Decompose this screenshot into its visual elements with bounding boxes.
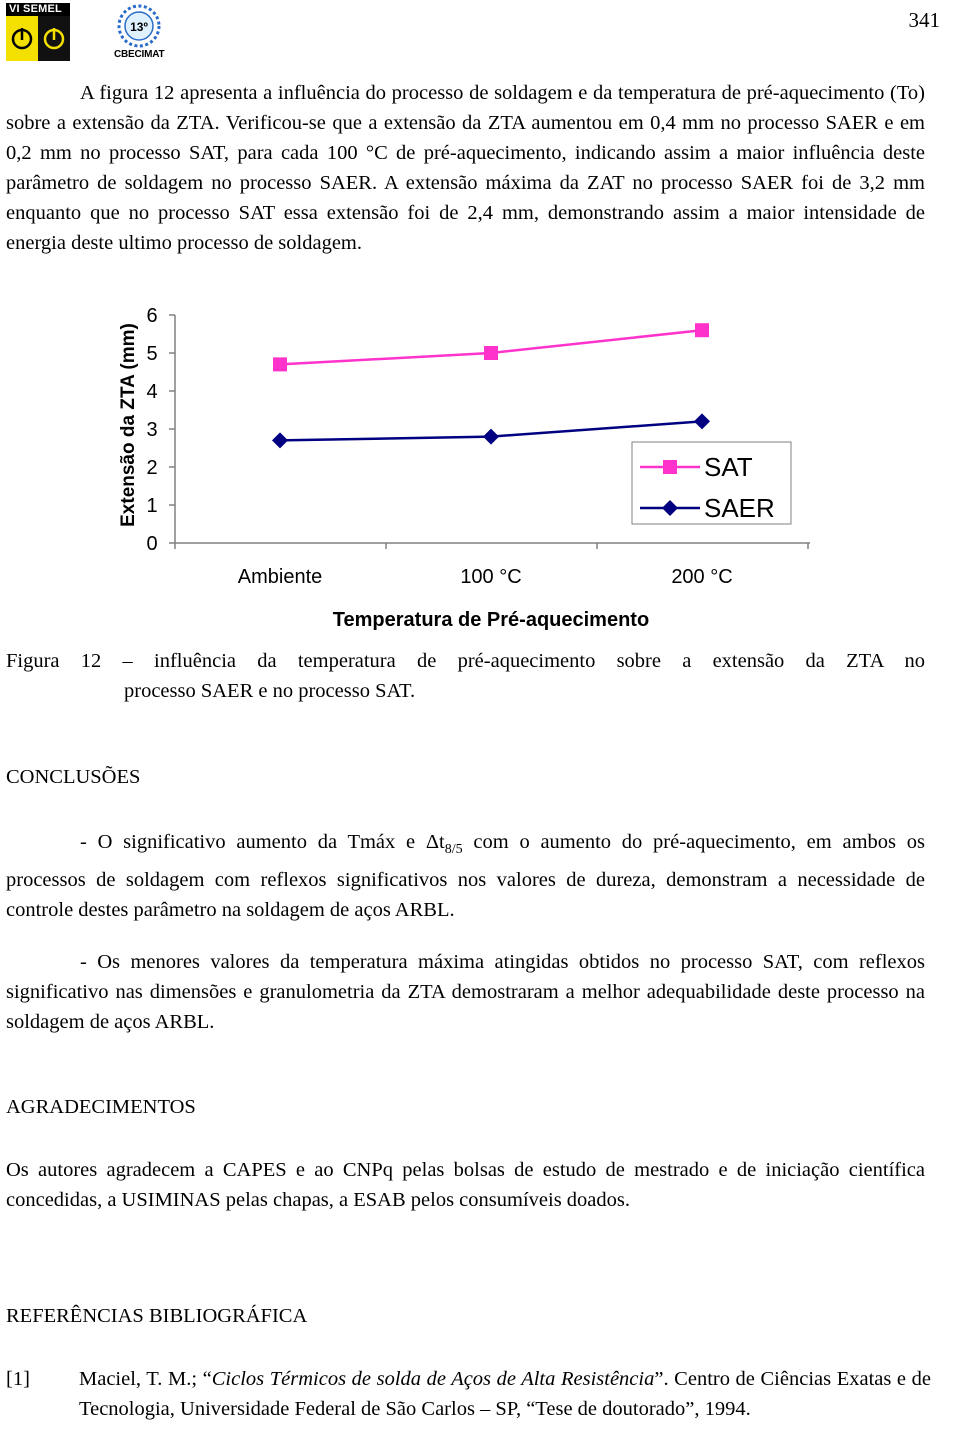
legend-label: SAER xyxy=(704,493,775,523)
page-number: 341 xyxy=(908,8,940,32)
delta-t-subscript: 8/5 xyxy=(444,842,463,858)
square-marker xyxy=(484,346,498,360)
square-marker xyxy=(273,357,287,371)
conclusions-heading: CONCLUSÕES xyxy=(6,766,141,788)
acknowledgements-paragraph: Os autores agradecem a CAPES e ao CNPq pelas bolsas de estudo de mestrado e de iniciação científica concedidas, a USIMINAS pelas chapas, a ESAB pelos consumíveis doados. xyxy=(6,1159,925,1211)
square-marker xyxy=(663,460,677,474)
x-category-label: 100 °C xyxy=(460,566,522,588)
power-icon-inverse xyxy=(38,16,70,61)
conclusions-p1-after: com o aumento do pré-aquecimento, em ambos os processos de soldagem com reflexos significativos nos valores de dureza, demonstram a necessidade de controle destes parâmetro na soldagem de aços ARBL. xyxy=(6,831,925,922)
series-layer xyxy=(272,323,710,448)
y-tick-label: 6 xyxy=(146,305,158,327)
x-axis-label: Temperatura de Pré-aquecimento xyxy=(332,609,650,631)
diamond-marker xyxy=(272,432,288,448)
y-tick-label: 4 xyxy=(146,381,158,403)
semel-logo-text: VI SEMEL xyxy=(6,3,70,16)
figure-12-chart xyxy=(0,295,960,640)
cbecimat-logo-text: CBECIMAT xyxy=(114,49,165,60)
acknowledgements-heading: AGRADECIMENTOS xyxy=(6,1096,196,1118)
legend xyxy=(632,442,791,524)
x-category-label: Ambiente xyxy=(237,566,323,588)
y-tick-label: 5 xyxy=(146,343,158,365)
chart-svg xyxy=(0,295,960,640)
diamond-marker xyxy=(694,413,710,429)
y-tick-labels xyxy=(146,305,157,555)
y-ticks xyxy=(169,315,175,543)
power-icon xyxy=(6,16,38,61)
series-sat xyxy=(273,323,709,371)
y-tick-label: 1 xyxy=(146,495,158,517)
legend-label: SAT xyxy=(704,452,753,482)
cbecimat-badge: 13º xyxy=(130,20,148,34)
square-marker xyxy=(695,323,709,337)
figure-caption-line2: processo SAER e no processo SAT. xyxy=(124,680,416,702)
intro-paragraph: A figura 12 apresenta a influência do processo de soldagem e da temperatura de pré-aquecimento (To) sobre a extensão da ZTA. Verificou-se que a extensão da ZTA aumentou em 0,4 mm no processo SAER e em 0,2 mm no processo SAT, para cada 100 °C de pré-aquecimento, indicando assim a maior influência deste parâmetro de soldagem no processo SAER. A extensão máxima da ZAT no processo SAER foi de 3,2 mm enquanto que no processo SAT essa extensão foi de 2,4 mm, demonstrando assim a maior intensidade de energia deste ultimo processo de soldagem. xyxy=(6,82,925,254)
y-tick-label: 3 xyxy=(146,419,158,441)
figure-caption-line1: Figura 12 – influência da temperatura de pré-aquecimento sobre a extensão da ZTA no xyxy=(6,650,925,672)
reference-item xyxy=(6,1364,931,1424)
reference-authors: Maciel, T. M.; “ xyxy=(79,1368,212,1390)
x-category-labels xyxy=(238,566,733,588)
reference-publisher: ”. Centro de Ciências Exatas e de Tecnologia, Universidade Federal de São Carlos – SP, “Tese de doutorado”, 1994. xyxy=(79,1368,931,1420)
y-tick-label: 2 xyxy=(146,457,158,479)
delta-t-symbol: Δt xyxy=(425,831,445,853)
conclusions-p1-before: - O significativo aumento da Tmáx e xyxy=(80,831,426,853)
x-category-label: 200 °C xyxy=(671,566,733,588)
semel-logo xyxy=(6,3,70,61)
x-ticks xyxy=(175,543,808,549)
conclusions-paragraph-2: - Os menores valores da temperatura máxima atingidas obtidos no processo SAT, com reflexos significativo nas dimensões e granulometria da ZTA demostraram a melhor adequabilidade deste processo na soldagem de aços ARBL. xyxy=(6,951,925,1033)
y-axis-label: Extensão da ZTA (mm) xyxy=(118,323,139,527)
y-tick-label: 0 xyxy=(146,533,158,555)
references-heading: REFERÊNCIAS BIBLIOGRÁFICA xyxy=(6,1305,308,1327)
conclusions-paragraph-1 xyxy=(6,827,925,925)
diamond-marker xyxy=(483,429,499,445)
cbecimat-emblem-icon xyxy=(108,2,170,50)
cbecimat-logo xyxy=(108,2,170,64)
figure-caption xyxy=(6,646,925,706)
reference-title: Ciclos Térmicos de solda de Aços de Alta Resistência xyxy=(211,1368,655,1390)
reference-number: [1] xyxy=(6,1368,30,1390)
reference-text xyxy=(6,1364,931,1424)
